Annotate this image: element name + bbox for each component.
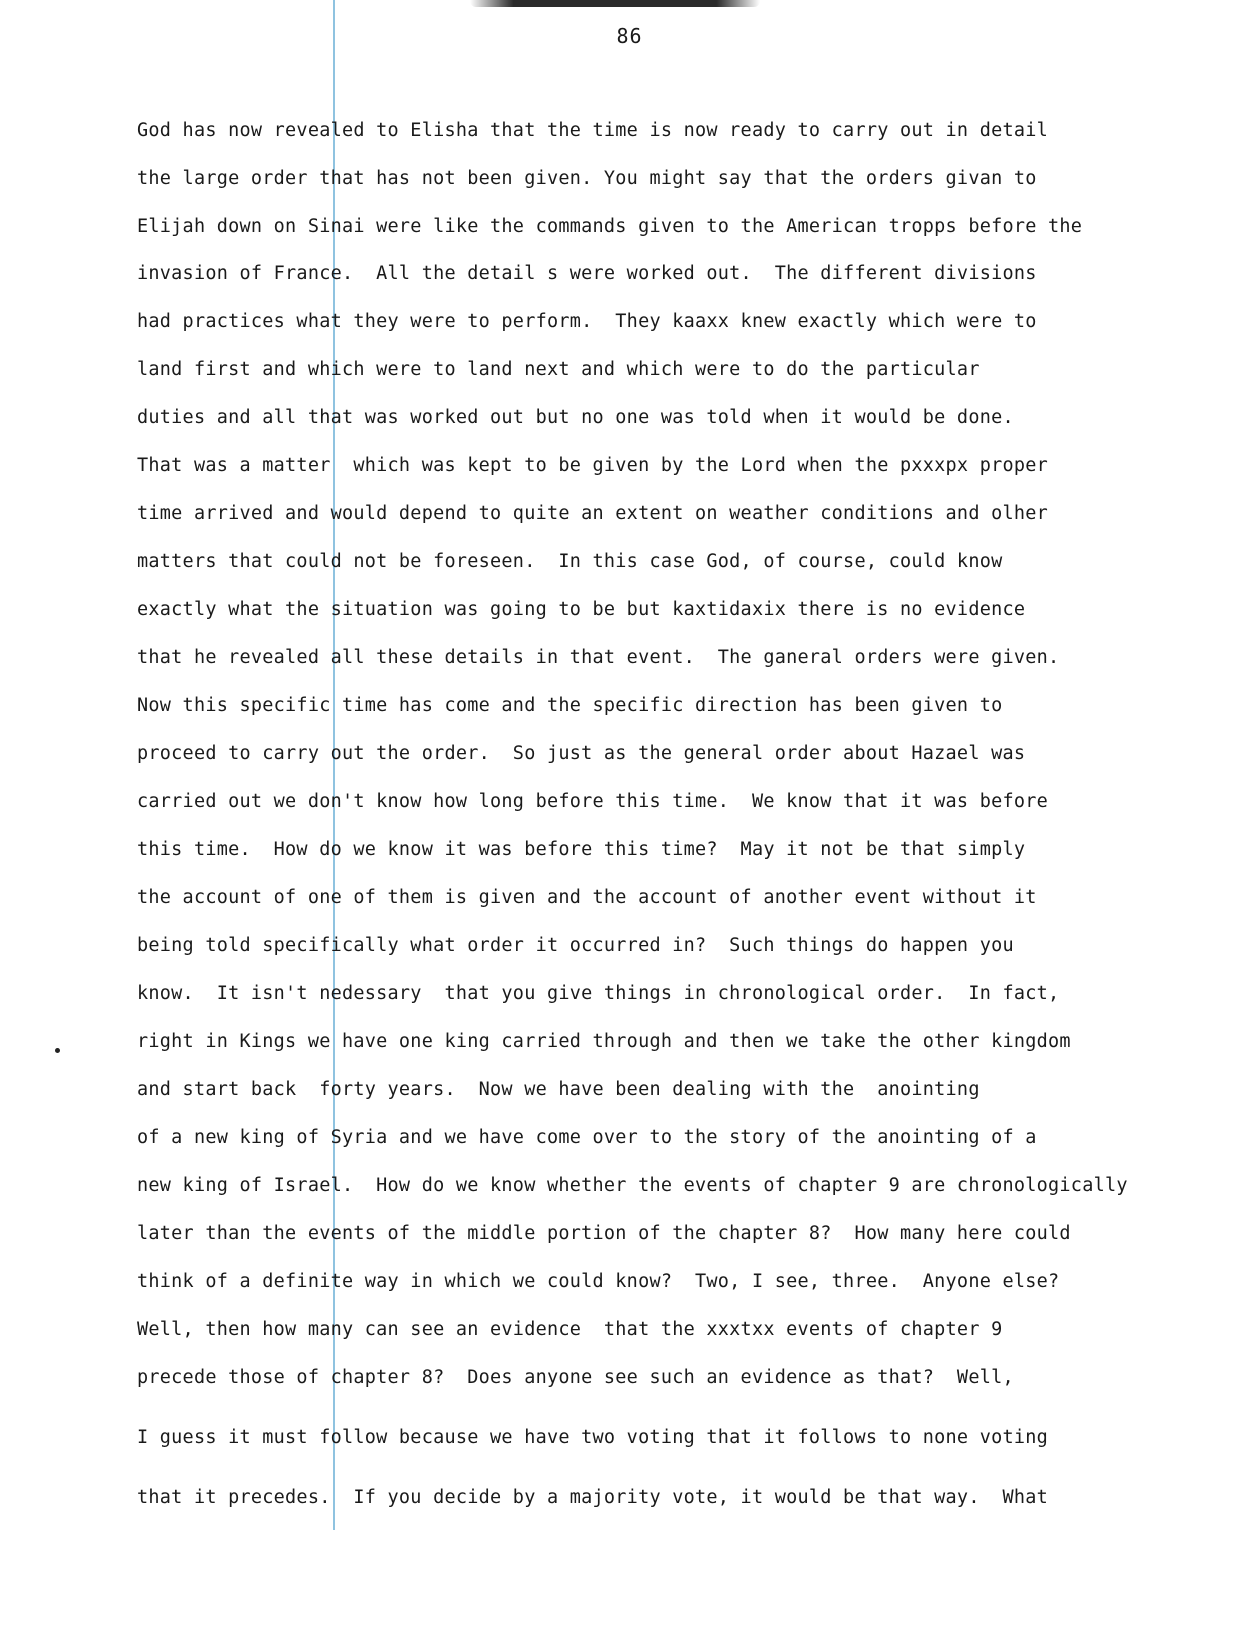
text-line: That was a matter which was kept to be given by the Lord when the pxxxpx proper bbox=[137, 455, 1049, 476]
text-line: Elijah down on Sinai were like the commands given to the American tropps before the bbox=[137, 216, 1083, 237]
text-line: later than the events of the middle portion of the chapter 8? How many here could bbox=[137, 1223, 1071, 1244]
text-line: exactly what the situation was going to be but kaxtidaxix there is no evidence bbox=[137, 599, 1026, 620]
top-edge-smudge bbox=[470, 0, 760, 7]
text-line: proceed to carry out the order. So just as the general order about Hazael was bbox=[137, 743, 1026, 764]
text-line: duties and all that was worked out but no one was told when it would be done. bbox=[137, 407, 1014, 428]
page-number: 86 bbox=[616, 24, 643, 48]
text-line: time arrived and would depend to quite an extent on weather conditions and olher bbox=[137, 503, 1049, 524]
text-line: that it precedes. If you decide by a majority vote, it would be that way. What bbox=[137, 1487, 1049, 1508]
text-line: land first and which were to land next and which were to do the particular bbox=[137, 359, 980, 380]
text-line: precede those of chapter 8? Does anyone see such an evidence as that? Well, bbox=[137, 1367, 1014, 1388]
text-line: and start back forty years. Now we have been dealing with the anointing bbox=[137, 1079, 980, 1100]
text-line: had practices what they were to perform. They kaaxx knew exactly which were to bbox=[137, 311, 1037, 332]
text-line: Well, then how many can see an evidence that the xxxtxx events of chapter 9 bbox=[137, 1319, 1003, 1340]
text-line: being told specifically what order it occurred in? Such things do happen you bbox=[137, 935, 1014, 956]
ink-speck bbox=[55, 1048, 60, 1053]
text-line: the account of one of them is given and the account of another event without it bbox=[137, 887, 1037, 908]
text-line: think of a definite way in which we could know? Two, I see, three. Anyone else? bbox=[137, 1271, 1060, 1292]
text-line: this time. How do we know it was before this time? May it not be that simply bbox=[137, 839, 1026, 860]
text-line: new king of Israel. How do we know whether the events of chapter 9 are chronologically bbox=[137, 1175, 1128, 1196]
text-line: that he revealed all these details in that event. The ganeral orders were given. bbox=[137, 647, 1060, 668]
text-line: I guess it must follow because we have two voting that it follows to none voting bbox=[137, 1427, 1049, 1448]
text-line: invasion of France. All the detail s were worked out. The different divisions bbox=[137, 263, 1037, 284]
text-line: of a new king of Syria and we have come over to the story of the anointing of a bbox=[137, 1127, 1037, 1148]
text-line: matters that could not be foreseen. In this case God, of course, could know bbox=[137, 551, 1003, 572]
text-line: Now this specific time has come and the specific direction has been given to bbox=[137, 695, 1003, 716]
text-line: the large order that has not been given. You might say that the orders givan to bbox=[137, 168, 1037, 189]
text-line: right in Kings we have one king carried through and then we take the other kingdom bbox=[137, 1031, 1071, 1052]
text-line: know. It isn't nedessary that you give things in chronological order. In fact, bbox=[137, 983, 1060, 1004]
text-line: carried out we don't know how long before this time. We know that it was before bbox=[137, 791, 1049, 812]
text-line: God has now revealed to Elisha that the time is now ready to carry out in detail bbox=[137, 120, 1049, 141]
